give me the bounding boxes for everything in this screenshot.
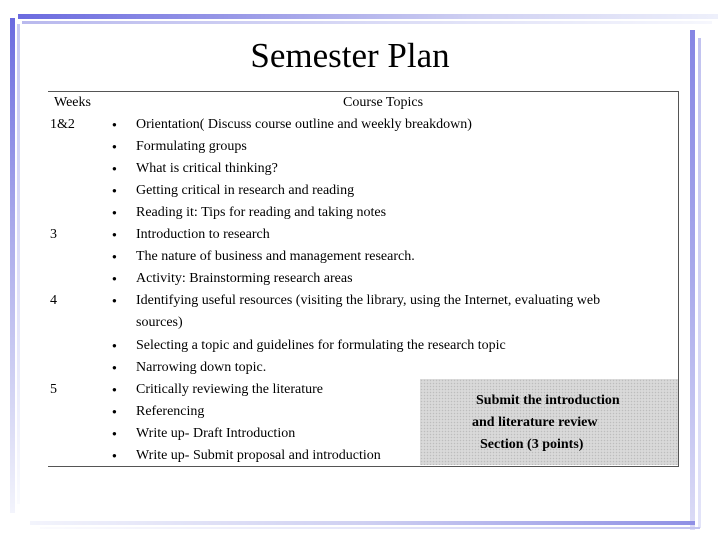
page-title: Semester Plan [250, 36, 450, 75]
bullet-icon: ● [112, 341, 117, 350]
bullet-icon: ● [112, 363, 117, 372]
topic-item: Write up- Submit proposal and introduction [136, 448, 381, 463]
topic-item: Write up- Draft Introduction [136, 426, 296, 441]
bullet-icon: ● [112, 451, 117, 460]
submission-note-line: and literature review [472, 415, 598, 430]
bullet-icon: ● [112, 296, 117, 305]
topic-item: What is critical thinking? [136, 161, 278, 176]
topic-item: Activity: Brainstorming research areas [136, 271, 353, 286]
week-label: 3 [50, 227, 57, 242]
frame-bar-right [690, 30, 695, 530]
topic-item: Identifying useful resources (visiting the library, using the Internet, evaluating web [136, 293, 601, 308]
week-label: 4 [50, 293, 57, 308]
frame-bar-bottom-inner [40, 527, 700, 529]
bullet-icon: ● [112, 186, 117, 195]
column-header-weeks: Weeks [54, 95, 91, 110]
topic-item: Reading it: Tips for reading and taking notes [136, 205, 387, 220]
topic-item: Getting critical in research and reading [136, 183, 355, 198]
submission-note-line: Section (3 points) [480, 437, 584, 452]
topic-item: Selecting a topic and guidelines for formulating the research topic [136, 338, 506, 353]
bullet-icon: ● [112, 230, 117, 239]
topic-item: Referencing [136, 404, 205, 419]
frame-bar-left-inner [17, 24, 20, 504]
submission-note [470, 390, 650, 456]
topic-item: Formulating groups [136, 139, 247, 154]
frame-bar-top-inner [22, 21, 712, 24]
bullet-icon: ● [112, 407, 117, 416]
column-header-topics: Course Topics [343, 95, 424, 110]
topic-item: Orientation( Discuss course outline and weekly breakdown) [136, 117, 472, 132]
bullet-icon: ● [112, 208, 117, 217]
topic-item: Critically reviewing the literature [136, 382, 323, 397]
frame-bar-right-inner [698, 38, 701, 528]
topic-item: Introduction to research [136, 227, 270, 242]
topic-item-continuation: sources) [136, 315, 183, 330]
bullet-icon: ● [112, 274, 117, 283]
bullet-icon: ● [112, 142, 117, 151]
bullet-icon: ● [112, 164, 117, 173]
bullet-icon: ● [112, 252, 117, 261]
topic-item: The nature of business and management research. [136, 249, 415, 264]
bullet-icon: ● [112, 429, 117, 438]
bullet-icon: ● [112, 120, 117, 129]
submission-note-line: Submit the introduction [476, 393, 620, 408]
frame-bar-left [10, 18, 15, 513]
topic-item: Narrowing down topic. [136, 360, 267, 375]
bullet-icon: ● [112, 385, 117, 394]
frame-bar-top [18, 14, 718, 19]
week-label: 5 [50, 382, 57, 397]
week-label: 1&2 [50, 117, 75, 132]
frame-bar-bottom [30, 521, 695, 525]
